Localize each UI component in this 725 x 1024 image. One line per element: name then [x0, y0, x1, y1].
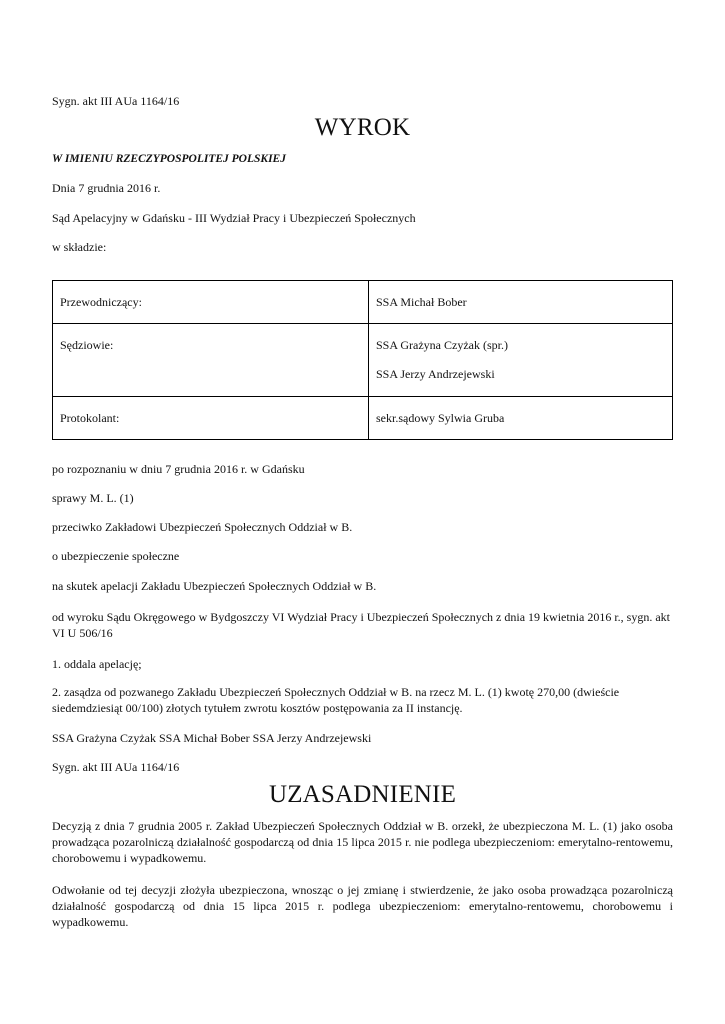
justification-paragraph: Decyzją z dnia 7 grudnia 2005 r. Zakład Ubezpieczeń Społecznych Oddział w B. orzekł, że ubezpieczona M. L. (1) jako osoba prowadząca pozarolniczą działalność gospodarczą od dnia 15 lipca 2015 r. nie podlega ubezpieczeniom: emerytalno-rentowemu, chorobowemu i wypadkowemu.	[52, 819, 673, 865]
court-line: Sąd Apelacyjny w Gdańsku - III Wydział Pracy i Ubezpieczeń Społecznych	[52, 211, 416, 225]
case-signature-top: Sygn. akt III AUa 1164/16	[52, 94, 180, 108]
appeal-line: na skutek apelacji Zakładu Ubezpieczeń Społecznych Oddział w B.	[52, 579, 377, 593]
appealed-judgment-line: od wyroku Sądu Okręgowego w Bydgoszczy VI Wydział Pracy i Ubezpieczeń Społecznych z dnia 19 kwietnia 2016 r., sygn. akt VI U 506/16	[52, 610, 671, 640]
panel-name-judge-2: SSA Jerzy Andrzejewski	[376, 367, 495, 381]
panel-names-cell	[369, 397, 673, 440]
ruling-item: 1. oddala apelację;	[52, 657, 142, 671]
document-subtitle: W IMIENIU RZECZYPOSPOLITEJ POLSKIEJ	[52, 153, 286, 165]
matter-line: sprawy M. L. (1)	[52, 491, 134, 505]
panel-role-cell	[53, 397, 369, 440]
judges-signatures: SSA Grażyna Czyżak SSA Michał Bober SSA Jerzy Andrzejewski	[52, 731, 372, 745]
panel-role-cell	[53, 324, 369, 397]
justification-paragraph: Odwołanie od tej decyzji złożyła ubezpieczona, wnosząc o jej zmianę i stwierdzenie, że jako osoba prowadząca pozarolniczą działalność gospodarczą od dnia 15 lipca 2015 r. podlega ubezpieczeniom: emerytalno-rentowemu, chorobowemu i wypadkowemu.	[52, 883, 673, 929]
panel-role-clerk: Protokolant:	[60, 411, 120, 425]
panel-role-judges: Sędziowie:	[60, 338, 114, 352]
composition-label: w składzie:	[52, 240, 107, 254]
subject-line: o ubezpieczenie społeczne	[52, 549, 180, 563]
panel-role-chairman: Przewodniczący:	[60, 295, 142, 309]
table-row	[53, 324, 673, 397]
panel-name-clerk: sekr.sądowy Sylwia Gruba	[376, 411, 505, 425]
ruling-item: 2. zasądza od pozwanego Zakładu Ubezpieczeń Społecznych Oddział w B. na rzecz M. L. (1) kwotę 270,00 (dwieście siedemdziesiąt 00/100) złotych tytułem zwrotu kosztów postępowania za II instancję.	[52, 685, 620, 715]
panel-name-judge-1: SSA Grażyna Czyżak (spr.)	[376, 338, 508, 352]
hearing-line: po rozpoznaniu w dniu 7 grudnia 2016 r. w Gdańsku	[52, 462, 305, 476]
document-title: WYROK	[314, 114, 411, 141]
date-line: Dnia 7 grudnia 2016 r.	[52, 181, 161, 195]
panel-names-cell	[369, 281, 673, 324]
panel-role-cell	[53, 281, 369, 324]
table-row	[53, 397, 673, 440]
case-signature-bottom: Sygn. akt III AUa 1164/16	[52, 760, 180, 774]
panel-name-chairman: SSA Michał Bober	[376, 295, 467, 309]
justification-title: UZASADNIENIE	[268, 781, 457, 808]
against-line: przeciwko Zakładowi Ubezpieczeń Społecznych Oddział w B.	[52, 520, 353, 534]
table-row	[53, 281, 673, 324]
panel-names-cell	[369, 324, 673, 397]
court-panel-table	[52, 280, 673, 440]
